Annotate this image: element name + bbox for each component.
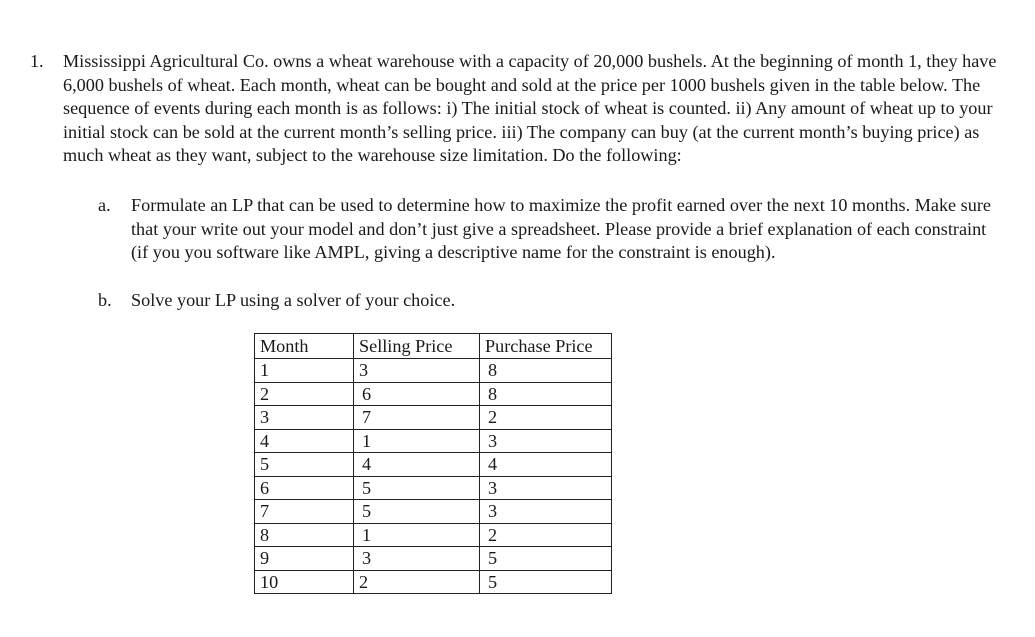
part-a-text: Formulate an LP that can be used to determine how to maximize the profit earned over the next 10 months. Make sure that your write out your model and don’t just give a spreadsheet. Please provide a brief explanation of each constraint (if you you software like AMPL, giving a descriptive name for the constraint is enough). — [131, 195, 991, 262]
table-row — [255, 382, 612, 406]
cell-purchase-price: 2 — [480, 523, 612, 547]
cell-selling-price: 5 — [354, 500, 480, 524]
cell-purchase-price: 2 — [480, 406, 612, 430]
problem-statement: Mississippi Agricultural Co. owns a wheat warehouse with a capacity of 20,000 bushels. At the beginning of month 1, they have 6,000 bushels of wheat. Each month, wheat can be bought and sold at the price per 1000 bushels given in the table below. The sequence of events during each month is as follows: i) The initial stock of wheat is counted. ii) Any amount of wheat up to your initial stock can be sold at the current month’s selling price. iii) The company can buy (at the current month’s buying price) as much wheat as they want, subject to the warehouse size limitation. Do the following: — [63, 51, 997, 165]
cell-month: 1 — [255, 359, 354, 383]
cell-purchase-price: 5 — [480, 547, 612, 571]
cell-purchase-price: 4 — [480, 453, 612, 477]
cell-month: 8 — [255, 523, 354, 547]
cell-selling-price: 4 — [354, 453, 480, 477]
cell-month: 2 — [255, 382, 354, 406]
price-table — [254, 333, 612, 594]
table-row — [255, 547, 612, 571]
header-purchase-price: Purchase Price — [480, 334, 612, 359]
cell-selling-price: 3 — [354, 359, 480, 383]
cell-selling-price: 1 — [354, 523, 480, 547]
table-row — [255, 453, 612, 477]
table-row — [255, 476, 612, 500]
table-header-row — [255, 334, 612, 359]
cell-selling-price: 7 — [354, 406, 480, 430]
cell-month: 4 — [255, 429, 354, 453]
cell-purchase-price: 3 — [480, 500, 612, 524]
cell-selling-price: 2 — [354, 570, 480, 594]
cell-purchase-price: 8 — [480, 359, 612, 383]
cell-selling-price: 3 — [354, 547, 480, 571]
cell-purchase-price: 3 — [480, 429, 612, 453]
cell-month: 7 — [255, 500, 354, 524]
header-selling-price: Selling Price — [354, 334, 480, 359]
cell-month: 3 — [255, 406, 354, 430]
cell-month: 10 — [255, 570, 354, 594]
part-b-text: Solve your LP using a solver of your choice. — [131, 290, 456, 310]
table-row — [255, 406, 612, 430]
header-month: Month — [255, 334, 354, 359]
table-row — [255, 359, 612, 383]
table-row — [255, 523, 612, 547]
cell-selling-price: 5 — [354, 476, 480, 500]
problem-number: 1. — [30, 51, 44, 71]
cell-purchase-price: 8 — [480, 382, 612, 406]
cell-month: 6 — [255, 476, 354, 500]
part-a-label: a. — [98, 195, 111, 215]
cell-month: 9 — [255, 547, 354, 571]
cell-selling-price: 6 — [354, 382, 480, 406]
cell-purchase-price: 5 — [480, 570, 612, 594]
table-row — [255, 500, 612, 524]
cell-selling-price: 1 — [354, 429, 480, 453]
table-row — [255, 429, 612, 453]
part-b-label: b. — [98, 290, 112, 310]
table-row — [255, 570, 612, 594]
cell-purchase-price: 3 — [480, 476, 612, 500]
cell-month: 5 — [255, 453, 354, 477]
